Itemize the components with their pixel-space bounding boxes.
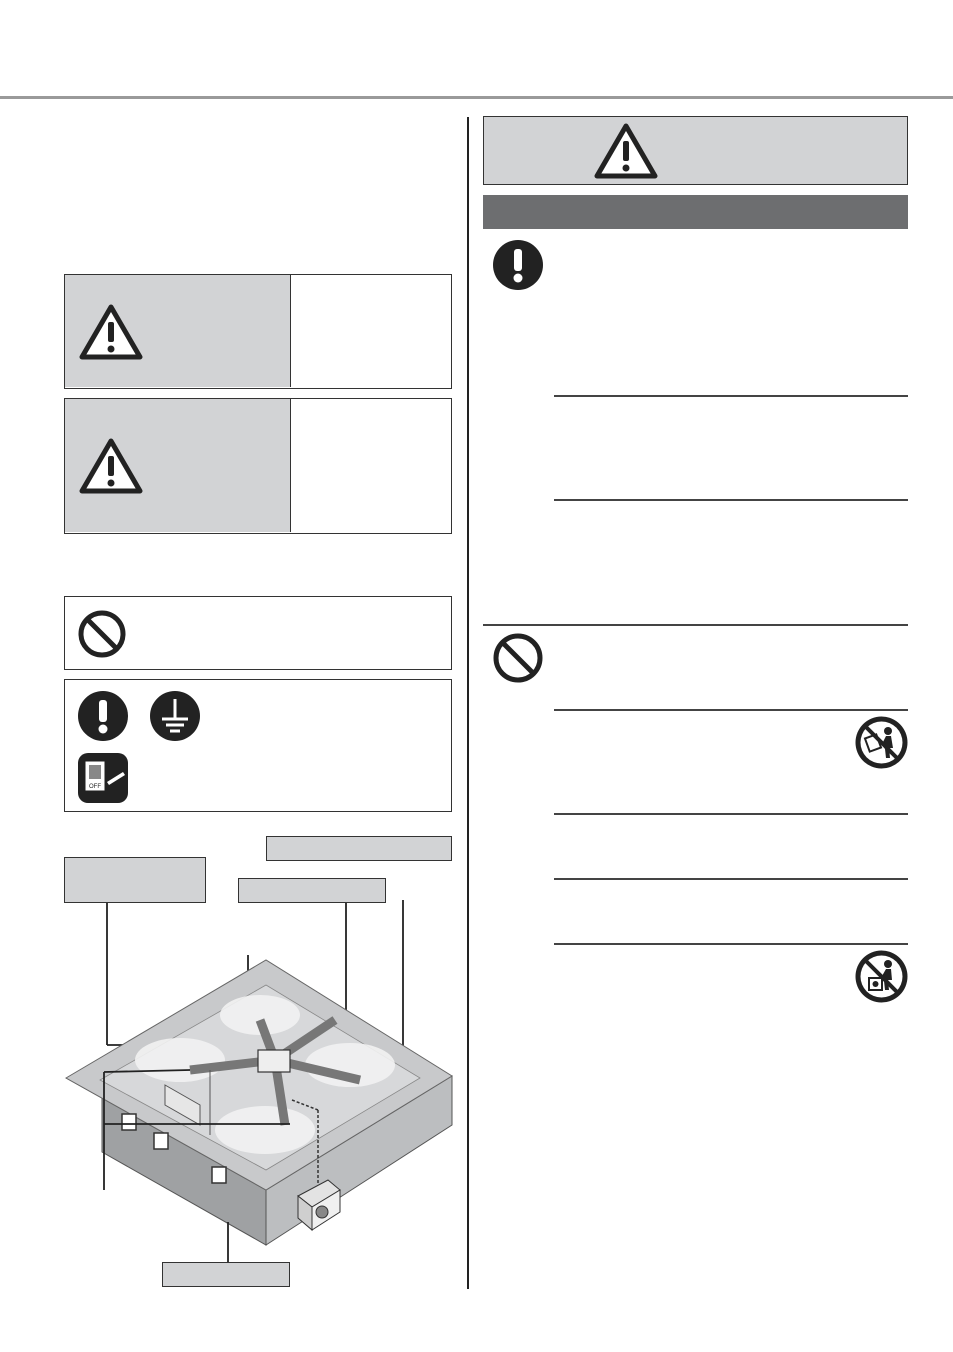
no-touch-unit-icon — [855, 950, 908, 1003]
section-divider — [483, 624, 908, 626]
mandatory-exclamation-icon — [77, 690, 129, 742]
section-header-bar — [483, 195, 908, 229]
house-ducted-aircon-diagram — [60, 900, 460, 1280]
ground-icon — [149, 690, 201, 742]
svg-text:OFF: OFF — [89, 784, 101, 790]
item-divider — [554, 878, 908, 880]
prohibited-symbol-box — [64, 596, 452, 670]
item-divider — [554, 943, 908, 945]
column-divider — [467, 117, 469, 1289]
mandatory-symbol-box — [64, 679, 452, 812]
item-divider — [554, 813, 908, 815]
item-divider — [554, 499, 908, 501]
caution-definition-box — [64, 398, 452, 534]
prohibited-icon — [492, 632, 544, 684]
mandatory-exclamation-icon — [492, 239, 544, 291]
item-divider — [554, 395, 908, 397]
power-off-icon — [77, 752, 129, 804]
warning-triangle-icon — [79, 437, 143, 495]
item-divider — [554, 709, 908, 711]
no-touch-icon — [855, 716, 908, 769]
warning-banner — [483, 116, 908, 185]
diagram-label-box-left — [64, 857, 206, 903]
warning-triangle-icon — [594, 122, 658, 180]
warning-triangle-icon — [79, 303, 143, 361]
prohibited-icon — [77, 609, 127, 659]
diagram-label-box-top-right — [266, 836, 452, 861]
warning-definition-box — [64, 274, 452, 389]
header-rule — [0, 96, 953, 99]
